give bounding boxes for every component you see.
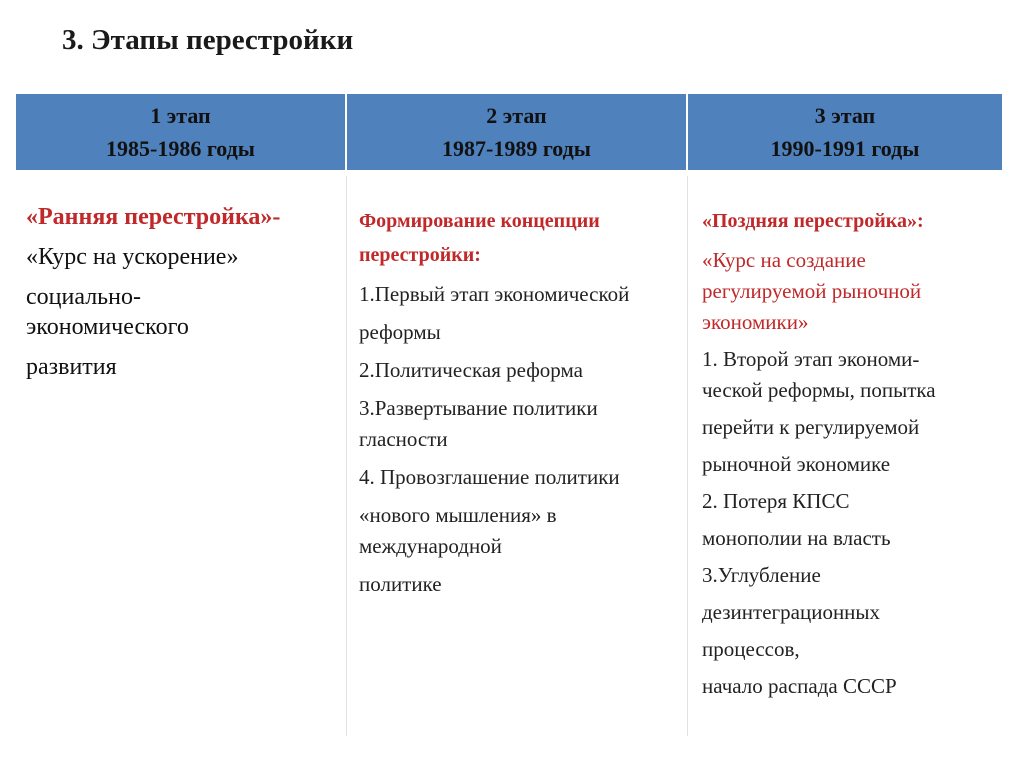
stage-1-name: 1 этап bbox=[150, 103, 211, 128]
table-body-row bbox=[16, 176, 1002, 736]
stage-2-heading: Формирование концепции bbox=[359, 210, 600, 232]
stage-3-content bbox=[688, 176, 1002, 736]
stage-1-line: экономического bbox=[26, 314, 189, 340]
stage-3-subtitle: регулируемой рыночной bbox=[702, 279, 922, 303]
stage-3-subtitle: «Курс на создание bbox=[702, 248, 866, 272]
stage-1-content bbox=[16, 176, 347, 736]
stage-3-item: дезинтеграционных bbox=[702, 600, 881, 624]
stage-1-years: 1985-1986 годы bbox=[106, 136, 255, 161]
stage-3-years: 1990-1991 годы bbox=[770, 136, 920, 161]
stage-2-header bbox=[347, 94, 688, 170]
stage-2-item: международной bbox=[359, 534, 502, 558]
stage-1-line: социально- bbox=[26, 284, 141, 310]
stage-3-item: рыночной экономике bbox=[702, 452, 891, 476]
stage-1-line: развития bbox=[26, 354, 117, 380]
stage-1-line: «Курс на ускорение» bbox=[26, 244, 239, 270]
stage-3-item: монополии на власть bbox=[702, 526, 891, 550]
stage-1-heading: «Ранняя перестройка»- bbox=[26, 204, 281, 230]
stage-2-item: 3.Развертывание политики bbox=[359, 396, 598, 420]
stage-3-heading: «Поздняя перестройка»: bbox=[702, 210, 924, 232]
page-title: 3. Этапы перестройки bbox=[62, 24, 354, 56]
stage-1-header bbox=[16, 94, 347, 170]
stage-2-item: 2.Политическая реформа bbox=[359, 358, 583, 382]
stage-2-item: политике bbox=[359, 572, 442, 596]
table-header-row bbox=[16, 94, 1002, 170]
stage-3-name: 3 этап bbox=[814, 103, 876, 128]
stage-2-heading: перестройки: bbox=[359, 244, 481, 266]
stage-2-item: 1.Первый этап экономической bbox=[359, 282, 630, 306]
stage-2-item: «нового мышления» в bbox=[359, 503, 557, 527]
stage-2-name: 2 этап bbox=[486, 103, 547, 128]
stage-2-content bbox=[347, 176, 688, 736]
stage-3-item: перейти к регулируемой bbox=[702, 415, 920, 439]
stage-3-item: 3.Углубление bbox=[702, 563, 821, 587]
stage-2-item: 4. Провозглашение политики bbox=[359, 465, 620, 489]
stage-2-years: 1987-1989 годы bbox=[442, 136, 591, 161]
stage-3-item: начало распада СССР bbox=[702, 674, 897, 698]
stage-3-header bbox=[688, 94, 1002, 170]
stage-2-item: реформы bbox=[359, 320, 441, 344]
stage-3-item: 1. Второй этап экономи- bbox=[702, 347, 920, 371]
stage-3-item: 2. Потеря КПСС bbox=[702, 489, 850, 513]
stage-3-subtitle: экономики» bbox=[702, 310, 809, 334]
stage-2-item: гласности bbox=[359, 427, 448, 451]
stage-3-item: процессов, bbox=[702, 637, 800, 661]
stage-3-item: ческой реформы, попытка bbox=[702, 378, 936, 402]
